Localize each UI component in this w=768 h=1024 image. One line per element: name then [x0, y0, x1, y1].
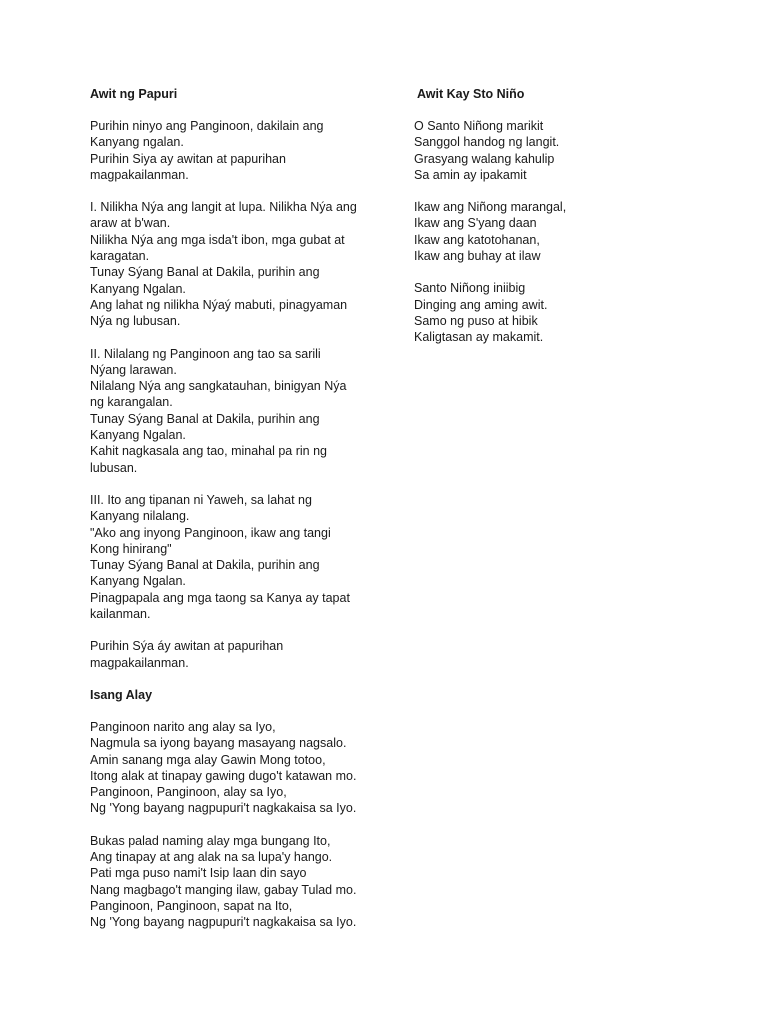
lyric-line: kailanman. — [90, 607, 151, 622]
verse-stanza — [414, 118, 714, 183]
lyric-line: Purihin ninyo ang Panginoon, dakilain ang — [90, 119, 324, 133]
lyric-line: Nilikha Nýa ang mga isda't ibon, mga gubat at — [90, 232, 345, 247]
lyric-line: Nýa ng lubusan. — [90, 314, 181, 329]
chorus-stanza — [90, 118, 390, 183]
lyric-line: Kahit nagkasala ang tao, minahal pa rin ng — [90, 444, 327, 459]
lyric-line: III. Ito ang tipanan ni Yaweh, sa lahat ng — [90, 492, 312, 507]
lyric-line: Grasyang walang kahulip — [414, 151, 555, 166]
lyric-line: Tunay Sýang Banal at Dakila, purihin ang — [90, 265, 320, 280]
verse-stanza — [414, 280, 714, 345]
lyric-line: Samo ng puso at hibik — [414, 313, 538, 328]
song-awit-ng-papuri — [90, 86, 390, 671]
song-awit-kay-sto-nino — [414, 86, 714, 346]
lyric-line: Nýang larawan. — [90, 362, 177, 377]
lyric-line: karagatan. — [90, 249, 150, 264]
lyric-line: Panginoon narito ang alay sa Iyo, — [90, 719, 276, 734]
closing-stanza — [90, 638, 390, 671]
lyric-line: Panginoon, Panginoon, sapat na Ito, — [90, 898, 293, 913]
lyric-line: Nilalang Nýa ang sangkatauhan, binigyan Nýa — [90, 379, 347, 394]
lyric-line: magpakailanman. — [90, 655, 189, 670]
lyric-line: Pinagpapala ang mga taong sa Kanya ay tapat — [90, 590, 350, 605]
lyric-line: I. Nilikha Nýa ang langit at lupa. Nilikha Nýa ang — [90, 200, 357, 215]
lyric-line: Ang lahat ng nilikha Nýaý mabuti, pinagyaman — [90, 297, 348, 312]
lyric-line: Kanyang nilalang. — [90, 509, 190, 524]
lyric-line: Kanyang Ngalan. — [90, 574, 186, 589]
lyric-line: Kong hinirang" — [90, 541, 172, 556]
verse-stanza — [90, 833, 390, 931]
verse-stanza — [90, 346, 390, 476]
song-title: Awit Kay Sto Niño — [417, 87, 525, 101]
lyric-line: lubusan. — [90, 460, 138, 475]
lyric-line: Bukas palad naming alay mga bungang Ito, — [90, 833, 331, 848]
lyric-line: Kaligtasan ay makamit. — [414, 330, 544, 345]
lyric-line: Purihin Sýa áy awitan at papurihan — [90, 639, 284, 654]
lyric-line: Pati mga puso nami't Isip laan din sayo — [90, 866, 307, 881]
lyric-line: Ikaw ang Niñong marangal, — [414, 200, 567, 215]
lyric-line: Sanggol handog ng langit. — [414, 135, 560, 150]
lyric-line: O Santo Niñong marikit — [414, 119, 544, 133]
lyric-line: Kanyang ngalan. — [90, 135, 184, 150]
left-column — [90, 86, 390, 946]
lyric-line: Nang magbago't manging ilaw, gabay Tulad mo. — [90, 882, 357, 897]
verse-stanza — [90, 719, 390, 817]
lyric-line: Purihin Siya ay awitan at papurihan — [90, 151, 286, 166]
lyric-line: Ng 'Yong bayang nagpupuri't nagkakaisa sa Iyo. — [90, 915, 357, 930]
lyric-line: Amin sanang mga alay Gawin Mong totoo, — [90, 752, 326, 767]
lyric-line: Santo Niñong iniibig — [414, 281, 526, 296]
song-title: Isang Alay — [90, 687, 153, 702]
lyric-line: ng karangalan. — [90, 395, 173, 410]
lyric-line: magpakailanman. — [90, 167, 189, 182]
song-title: Awit ng Papuri — [90, 87, 178, 101]
lyric-line: Ikaw ang S'yang daan — [414, 216, 537, 231]
song-isang-alay — [90, 687, 390, 931]
lyric-line: Ng 'Yong bayang nagpupuri't nagkakaisa sa Iyo. — [90, 801, 357, 816]
lyric-line: Nagmula sa iyong bayang masayang nagsalo. — [90, 736, 347, 751]
lyric-line: Ang tinapay at ang alak na sa lupa'y hango. — [90, 849, 333, 864]
lyric-line: araw at b'wan. — [90, 216, 171, 231]
lyric-line: II. Nilalang ng Panginoon ang tao sa sarili — [90, 346, 321, 361]
right-column — [414, 86, 714, 362]
lyric-line: "Ako ang inyong Panginoon, ikaw ang tangi — [90, 525, 331, 540]
lyric-line: Ikaw ang katotohanan, — [414, 232, 540, 247]
lyric-line: Sa amin ay ipakamit — [414, 167, 527, 182]
lyric-line: Dinging ang aming awit. — [414, 297, 548, 312]
lyric-line: Kanyang Ngalan. — [90, 428, 186, 443]
verse-stanza — [90, 199, 390, 329]
verse-stanza — [414, 199, 714, 264]
lyric-line: Tunay Sýang Banal at Dakila, purihin ang — [90, 558, 320, 573]
lyric-line: Panginoon, Panginoon, alay sa Iyo, — [90, 785, 287, 800]
lyric-line: Tunay Sýang Banal at Dakila, purihin ang — [90, 411, 320, 426]
lyric-line: Kanyang Ngalan. — [90, 281, 186, 296]
verse-stanza — [90, 492, 390, 622]
lyric-line: Itong alak at tinapay gawing dugo't katawan mo. — [90, 768, 357, 783]
lyric-line: Ikaw ang buhay at ilaw — [414, 249, 541, 264]
